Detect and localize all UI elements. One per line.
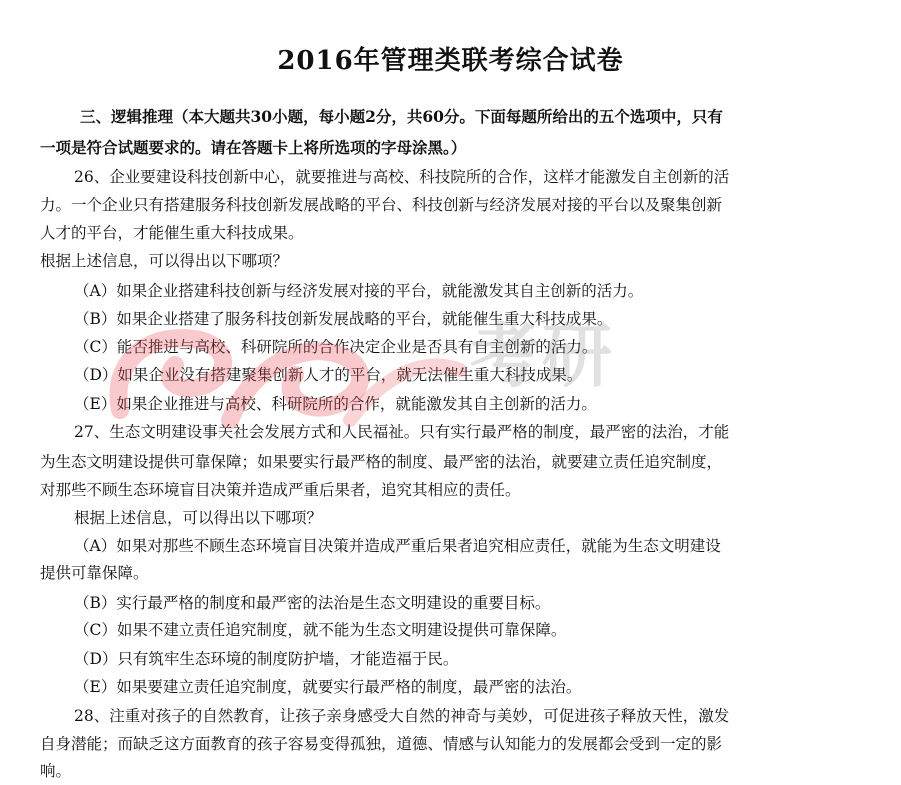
q28-stem-line-3: 响。 bbox=[40, 762, 72, 780]
q26-stem-line-1: 26、企业要建设科技创新中心，就要推进与高校、科技院所的合作，这样才能激发自主创新的活 bbox=[74, 168, 730, 186]
q26-option-d: （D）如果企业没有搭建聚集创新人才的平台，就无法催生重大科技成果。 bbox=[74, 366, 583, 384]
section-header-line-1: 三、逻辑推理（本大题共30小题，每小题2分，共60分。下面每题所给出的五个选项中，只有 bbox=[80, 107, 723, 126]
q26-stem-line-2: 力。一个企业只有搭建服务科技创新发展战略的平台、科技创新与经济发展对接的平台以及聚集创新 bbox=[40, 196, 723, 214]
watermark-text: 考研 bbox=[470, 315, 614, 397]
q27-option-d: （D）只有筑牢生态环境的制度防护墙，才能造福于民。 bbox=[74, 650, 459, 668]
q27-option-e: （E）如果要建立责任追究制度，就要实行最严格的制度，最严密的法治。 bbox=[74, 678, 582, 696]
q27-stem-line-2: 为生态文明建设提供可靠保障；如果要实行最严格的制度、最严密的法治，就要建立责任追究制度， bbox=[40, 453, 723, 471]
q26-option-c: （C）能否推进与高校、科研院所的合作决定企业是否具有自主创新的活力。 bbox=[74, 338, 598, 356]
q27-option-b: （B）实行最严格的制度和最严密的法治是生态文明建设的重要目标。 bbox=[74, 594, 551, 612]
q26-stem-line-3: 人才的平台，才能催生重大科技成果。 bbox=[40, 224, 304, 242]
section-header-line-2: 一项是符合试题要求的。请在答题卡上将所选项的字母涂黑。） bbox=[40, 138, 467, 157]
q27-option-c: （C）如果不建立责任追究制度，就不能为生态文明建设提供可靠保障。 bbox=[74, 621, 567, 639]
q27-stem-line-3: 对那些不顾生态环境盲目决策并造成严重后果者，追究其相应的责任。 bbox=[40, 481, 521, 499]
q26-option-b: （B）如果企业搭建了服务科技创新发展战略的平台，就能催生重大科技成果。 bbox=[74, 310, 613, 328]
q27-stem-line-1: 27、生态文明建设事关社会发展方式和人民福祉。只有实行最严格的制度，最严密的法治，才能 bbox=[74, 423, 730, 441]
q26-option-e: （E）如果企业推进与高校、科研院所的合作，就能激发其自主创新的活力。 bbox=[74, 395, 597, 413]
q28-stem-line-1: 28、注重对孩子的自然教育，让孩子亲身感受大自然的神奇与美妙，可促进孩子释放天性，激发 bbox=[74, 707, 730, 725]
q27-option-a-line-1: （A）如果对那些不顾生态环境盲目决策并造成严重后果者追究相应责任，就能为生态文明建设 bbox=[74, 537, 721, 555]
q27-option-a-line-2: 提供可靠保障。 bbox=[40, 564, 149, 582]
q26-option-a: （A）如果企业搭建科技创新与经济发展对接的平台，就能激发其自主创新的活力。 bbox=[74, 282, 644, 300]
q27-question: 根据上述信息，可以得出以下哪项？ bbox=[74, 509, 323, 527]
q28-stem-line-2: 自身潜能；而缺乏这方面教育的孩子容易变得孤独，道德、情感与认知能力的发展都会受到一定的影 bbox=[40, 735, 723, 753]
q26-question: 根据上述信息，可以得出以下哪项？ bbox=[40, 252, 289, 270]
page-title: 2016年管理类联考综合试卷 bbox=[277, 46, 624, 76]
